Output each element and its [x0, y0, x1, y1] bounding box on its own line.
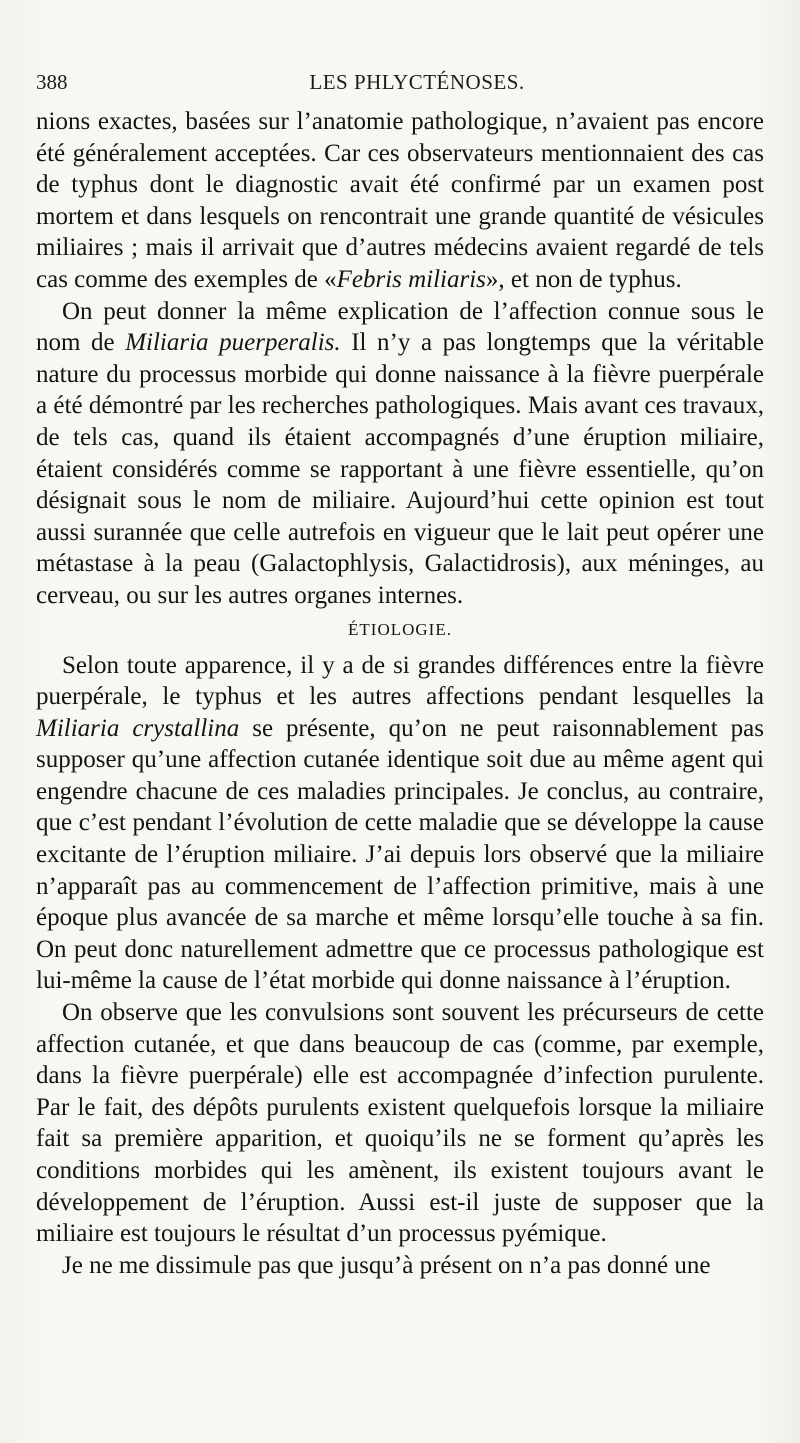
page-header: [36, 70, 768, 100]
paragraph-text: se présente, qu’on ne peut raisonnablement pas supposer qu’une affection cutanée identique soit due au même agent qui engendre chacune de ces maladies principales. Je conclus, au contraire, que c’est pendant l’évolution de cette maladie que se développe la cause excitante de l’éruption miliaire. J’ai depuis lors observé que la miliaire n’apparaît pas au commencement de l’affection primitive, mais à une époque plus avancée de sa marche et même lorsqu’elle touche à sa fin. On peut donc naturellement admettre que ce processus pathologique est lui-même la cause de l’état morbide qui donne naissance à l’éruption.: [36, 714, 765, 995]
paragraph: [36, 296, 764, 612]
paragraph: [36, 997, 764, 1250]
paragraph-text: », et non de typhus.: [485, 265, 682, 293]
page-number: 388: [36, 70, 68, 94]
italic-term: Miliaria crystallina: [36, 714, 240, 742]
paragraph-text: On observe que les convulsions sont souvent les précurseurs de cette affection cutanée, et que dans beaucoup de cas (comme, par exemple, dans la fièvre puerpérale) elle est accompagnée d’infection purulente. Par le fait, des dépôts purulents existent quelquefois lorsque la miliaire fait sa première apparition, et quoiqu’ils ne se forment qu’après les conditions morbides qui les amènent, ils existent toujours avant le développement de l’éruption. Aussi est-il juste de supposer que la miliaire est toujours le résultat d’un processus pyémique.: [36, 999, 764, 1248]
section-heading: ÉTIOLOGIE.: [348, 619, 452, 639]
paragraph-text: Il n’y a pas longtemps que la véritable nature du processus morbide qui donne naissance à la fièvre puerpérale a été démontré par les recherches pathologiques. Mais avant ces travaux, de tels cas, quand ils étaient accompagnés d’une éruption miliaire, étaient considérés comme se rapportant à une fièvre essentielle, qu’on désignait sous le nom de miliaire. Aujourd’hui cette opinion est tout aussi surannée que celle autrefois en vigueur que le lait peut opérer une métastase à la peau (Galactophlysis, Galactidrosis), aux méninges, au cerveau, ou sur les autres organes internes.: [36, 329, 765, 609]
paragraph: [36, 106, 764, 296]
paragraph-text: Je ne me dissimule pas que jusqu’à présent on n’a pas donné une: [62, 1251, 711, 1279]
running-head: LES PHLYCTÉNOSES.: [309, 70, 525, 94]
paragraph: [36, 650, 764, 998]
paragraph: [36, 1250, 764, 1282]
paragraph-text: Selon toute apparence, il y a de si grandes différences entre la fièvre puerpérale, le typhus et les autres affections pendant lesquelles la: [36, 651, 764, 711]
paragraph-text: On peut donner la même explication de l’affection connue sous le nom de: [36, 297, 764, 357]
paragraph-text: nions exactes, basées sur l’anatomie pathologique, n’avaient pas encore été généralement acceptées. Car ces observateurs mentionnaient des cas de typhus dont le diagnostic avait été confirmé par un examen post mortem et dans lesquels on rencontrait une grande quantité de vésicules miliaires ; mais il arrivait que d’autres médecins avaient regardé de tels cas comme des exemples de «: [36, 108, 764, 293]
body-text: [36, 106, 764, 1281]
italic-term: Miliaria puerperalis.: [125, 329, 341, 357]
italic-term: Febris miliaris: [336, 265, 486, 293]
